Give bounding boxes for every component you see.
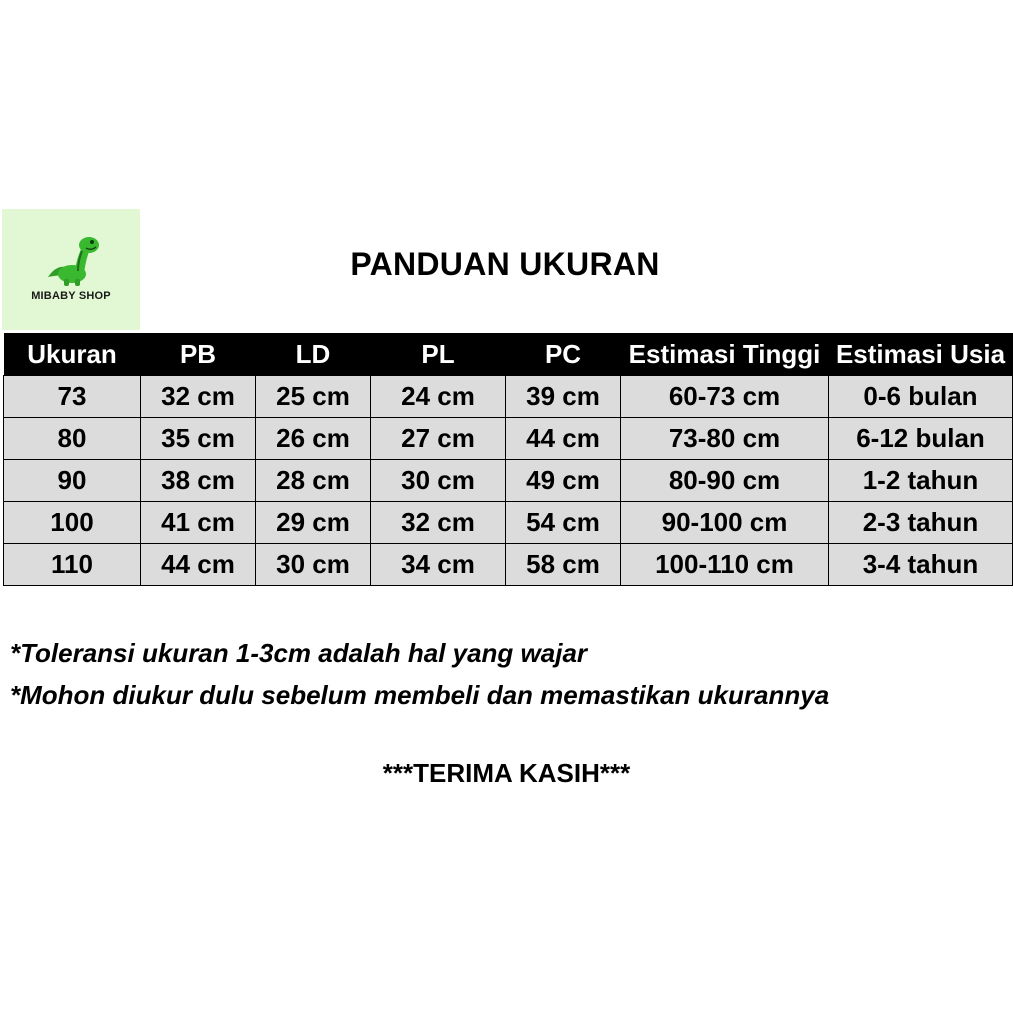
header-estimasi-usia: Estimasi Usia (829, 333, 1013, 376)
notes (10, 632, 829, 716)
header-ld: LD (256, 333, 371, 376)
header-ukuran: Ukuran (4, 333, 141, 376)
cell-pb: 35 cm (141, 418, 256, 460)
cell-ld: 25 cm (256, 376, 371, 418)
cell-ld: 28 cm (256, 460, 371, 502)
cell-ukuran: 90 (4, 460, 141, 502)
cell-pc: 49 cm (506, 460, 621, 502)
shop-name: MIBABY SHOP (31, 290, 111, 302)
cell-estimasi-usia: 3-4 tahun (829, 544, 1013, 586)
cell-ukuran: 73 (4, 376, 141, 418)
cell-pl: 34 cm (371, 544, 506, 586)
cell-estimasi-usia: 6-12 bulan (829, 418, 1013, 460)
page-title: PANDUAN UKURAN (350, 246, 660, 282)
cell-estimasi-tinggi: 80-90 cm (621, 460, 829, 502)
header-pl: PL (371, 333, 506, 376)
cell-ukuran: 100 (4, 502, 141, 544)
table-row (4, 544, 1013, 586)
cell-pc: 44 cm (506, 418, 621, 460)
dinosaur-icon (42, 229, 104, 287)
table-row (4, 376, 1013, 418)
cell-pb: 44 cm (141, 544, 256, 586)
header-pc: PC (506, 333, 621, 376)
cell-pl: 32 cm (371, 502, 506, 544)
cell-pl: 27 cm (371, 418, 506, 460)
note-tolerance: *Toleransi ukuran 1-3cm adalah hal yang wajar (10, 638, 588, 668)
header-estimasi-tinggi: Estimasi Tinggi (621, 333, 829, 376)
table-row (4, 418, 1013, 460)
note-measure: *Mohon diukur dulu sebelum membeli dan memastikan ukurannya (10, 680, 830, 710)
cell-estimasi-tinggi: 73-80 cm (621, 418, 829, 460)
shop-logo (2, 209, 140, 330)
table-header-row (4, 333, 1013, 376)
cell-estimasi-usia: 1-2 tahun (829, 460, 1013, 502)
cell-pl: 24 cm (371, 376, 506, 418)
thank-you-text: ***TERIMA KASIH*** (382, 758, 631, 788)
size-table (3, 333, 1013, 586)
header-pb: PB (141, 333, 256, 376)
cell-estimasi-usia: 0-6 bulan (829, 376, 1013, 418)
cell-pc: 39 cm (506, 376, 621, 418)
table-row (4, 460, 1013, 502)
cell-pb: 32 cm (141, 376, 256, 418)
cell-pb: 41 cm (141, 502, 256, 544)
cell-estimasi-tinggi: 60-73 cm (621, 376, 829, 418)
cell-ld: 26 cm (256, 418, 371, 460)
cell-pb: 38 cm (141, 460, 256, 502)
cell-estimasi-usia: 2-3 tahun (829, 502, 1013, 544)
cell-estimasi-tinggi: 90-100 cm (621, 502, 829, 544)
table-row (4, 502, 1013, 544)
cell-ld: 30 cm (256, 544, 371, 586)
cell-pc: 58 cm (506, 544, 621, 586)
cell-ld: 29 cm (256, 502, 371, 544)
cell-pl: 30 cm (371, 460, 506, 502)
cell-ukuran: 110 (4, 544, 141, 586)
cell-pc: 54 cm (506, 502, 621, 544)
cell-ukuran: 80 (4, 418, 141, 460)
cell-estimasi-tinggi: 100-110 cm (621, 544, 829, 586)
